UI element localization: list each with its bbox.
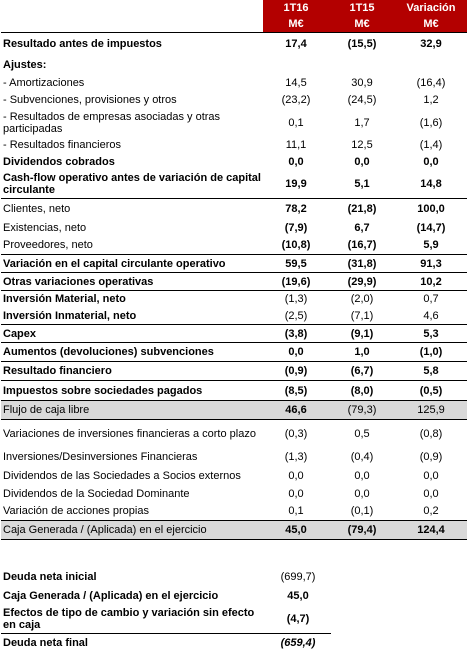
cell-1t16: 17,4 xyxy=(263,33,329,55)
header-row-unit xyxy=(1,16,467,33)
cell-1t15: 6,7 xyxy=(354,221,370,234)
cell-1t16: (1,3) xyxy=(284,451,308,463)
cell-1t16: 0,0 xyxy=(288,156,304,168)
net-debt-table xyxy=(1,567,331,652)
row-label: Ajustes: xyxy=(3,58,47,71)
cell-variacion: (1,6) xyxy=(419,116,443,129)
cell-1t16: 45,0 xyxy=(263,521,329,540)
cell-1t16: (1,3) xyxy=(263,291,329,308)
cell-1t15: (9,1) xyxy=(329,325,395,343)
table-row xyxy=(1,343,467,362)
cell-1t16: 11,1 xyxy=(285,139,307,151)
cell-1t15: (6,7) xyxy=(329,362,395,381)
cell-value: (699,7) xyxy=(280,571,316,583)
cell-1t16: (23,2) xyxy=(281,94,311,106)
cell-1t15 xyxy=(329,55,395,75)
table-row xyxy=(1,137,467,154)
row-label: Deuda neta inicial xyxy=(3,571,97,583)
cell-1t16: 19,9 xyxy=(285,178,307,191)
cell-variacion: 5,3 xyxy=(395,325,467,343)
cell-1t16: (0,3) xyxy=(284,427,308,440)
row-label: Inversión Material, neto xyxy=(1,291,263,308)
cell-variacion: 32,9 xyxy=(395,33,467,55)
cell-variacion: (14,7) xyxy=(416,221,446,234)
cell-1t16: (0,9) xyxy=(263,362,329,381)
cell-1t16: 46,6 xyxy=(263,401,329,420)
cell-1t16: 14,5 xyxy=(285,77,307,89)
header-blank xyxy=(1,16,263,33)
cell-1t15: (0,1) xyxy=(350,505,374,518)
row-label: Existencias, neto xyxy=(3,221,87,234)
row-label: Efectos de tipo de cambio y variación sin efecto en caja xyxy=(3,606,255,631)
row-label: Dividendos cobrados xyxy=(3,156,115,168)
table-row xyxy=(1,503,467,521)
row-label: Flujo de caja libre xyxy=(1,401,263,420)
cell-variacion: 0,0 xyxy=(423,487,439,500)
cell-variacion: (0,9) xyxy=(419,451,443,463)
cell-variacion: 4,6 xyxy=(423,309,439,322)
row-label: Dividendos de las Sociedades a Socios externos xyxy=(3,469,241,482)
net-debt-row xyxy=(1,605,331,633)
cell-variacion: (1,0) xyxy=(395,343,467,362)
row-label: Caja Generada / (Aplicada) en el ejercicio xyxy=(1,521,263,540)
table-row xyxy=(1,448,467,467)
cell-1t16: (2,5) xyxy=(284,309,308,322)
table-row xyxy=(1,75,467,92)
header-row-period xyxy=(1,0,467,16)
cash-flow-table xyxy=(1,0,467,540)
net-debt-row xyxy=(1,587,331,605)
table-row-highlight xyxy=(1,401,467,420)
cell-1t15: 0,0 xyxy=(354,469,370,482)
cell-variacion: 100,0 xyxy=(395,199,467,219)
cell-1t15: (24,5) xyxy=(347,94,377,106)
table-row xyxy=(1,420,467,448)
row-label: - Resultados de empresas asociadas y otras participadas xyxy=(3,110,221,135)
table-row xyxy=(1,219,467,237)
cell-1t15: (79,3) xyxy=(329,401,395,420)
cell-value: (4,7) xyxy=(286,612,310,625)
cell-variacion: (0,5) xyxy=(395,381,467,401)
cell-1t16: 0,0 xyxy=(288,469,304,482)
table-row xyxy=(1,33,467,55)
header-col-1t15: 1T15 xyxy=(329,0,395,16)
cell-1t16: 0,1 xyxy=(288,116,304,129)
cell-1t15: 0,5 xyxy=(354,427,370,440)
cell-1t15: (8,0) xyxy=(329,381,395,401)
row-label: Proveedores, neto xyxy=(3,239,93,252)
table-row xyxy=(1,273,467,291)
row-label: Inversiones/Desinversiones Financieras xyxy=(3,451,198,463)
header-unit-2: M€ xyxy=(329,16,395,33)
row-label: - Subvenciones, provisiones y otros xyxy=(3,94,177,106)
cell-variacion: 0,0 xyxy=(423,156,439,168)
cell-1t15: 12,5 xyxy=(351,139,373,151)
table-row xyxy=(1,291,467,308)
header-unit-1: M€ xyxy=(263,16,329,33)
table-row xyxy=(1,237,467,255)
table-row xyxy=(1,381,467,401)
cell-variacion: 124,4 xyxy=(395,521,467,540)
cell-variacion: 0,0 xyxy=(423,469,439,482)
row-label: Cash-flow operativo antes de variación de capital circulante xyxy=(3,172,261,197)
table-row xyxy=(1,467,467,485)
row-label: Variaciones de inversiones financieras a corto plazo xyxy=(3,427,256,440)
cell-1t15: (21,8) xyxy=(329,199,395,219)
cell-1t16: (7,9) xyxy=(284,221,308,234)
cell-1t16: 59,5 xyxy=(263,255,329,273)
row-label: Resultado financiero xyxy=(1,362,263,381)
header-blank xyxy=(1,0,263,16)
cell-1t16: (3,8) xyxy=(263,325,329,343)
cell-1t15: (79,4) xyxy=(329,521,395,540)
cell-variacion: (16,4) xyxy=(416,77,446,89)
row-label: Clientes, neto xyxy=(1,199,263,219)
cell-1t16: 0,1 xyxy=(288,505,304,518)
cell-variacion: 5,9 xyxy=(423,239,439,252)
cell-1t15: 0,0 xyxy=(354,487,370,500)
table-row xyxy=(1,92,467,109)
table-row xyxy=(1,362,467,381)
cell-1t15: (15,5) xyxy=(329,33,395,55)
row-label: Resultado antes de impuestos xyxy=(1,33,263,55)
table-row xyxy=(1,485,467,503)
table-row xyxy=(1,154,467,171)
cell-1t15: (16,7) xyxy=(347,239,377,252)
cell-1t16: (19,6) xyxy=(263,273,329,291)
cell-1t15: (7,1) xyxy=(350,309,374,322)
cell-variacion: (0,8) xyxy=(419,427,443,440)
row-label: Variación en el capital circulante operativo xyxy=(1,255,263,273)
table-row xyxy=(1,308,467,325)
cell-1t16: 0,0 xyxy=(263,343,329,362)
row-label: Otras variaciones operativas xyxy=(1,273,263,291)
cell-variacion: 125,9 xyxy=(395,401,467,420)
row-label: Capex xyxy=(1,325,263,343)
cell-variacion xyxy=(395,55,467,75)
cell-variacion: 0,7 xyxy=(395,291,467,308)
cell-variacion: 1,2 xyxy=(423,94,439,106)
cell-variacion: 91,3 xyxy=(395,255,467,273)
header-unit-3: M€ xyxy=(395,16,467,33)
table-row xyxy=(1,171,467,199)
net-debt-row xyxy=(1,567,331,587)
row-label: Dividendos de la Sociedad Dominante xyxy=(3,487,190,500)
cell-1t15: 5,1 xyxy=(354,178,370,191)
row-label: - Amortizaciones xyxy=(3,77,85,89)
table-row xyxy=(1,255,467,273)
header-col-variacion: Variación xyxy=(395,0,467,16)
row-label: Caja Generada / (Aplicada) en el ejercicio xyxy=(3,590,219,602)
cell-value: 45,0 xyxy=(287,590,309,602)
cell-variacion: 10,2 xyxy=(395,273,467,291)
cell-1t16: (10,8) xyxy=(281,239,311,252)
row-label: Deuda neta final xyxy=(1,633,265,652)
cell-1t15: (2,0) xyxy=(329,291,395,308)
cell-variacion: 14,8 xyxy=(420,178,442,191)
row-label: Impuestos sobre sociedades pagados xyxy=(1,381,263,401)
cell-1t15: 1,0 xyxy=(329,343,395,362)
cell-1t15: 0,0 xyxy=(354,156,370,168)
table-row xyxy=(1,109,467,137)
table-row xyxy=(1,199,467,219)
net-debt-row xyxy=(1,633,331,652)
header-col-1t16: 1T16 xyxy=(263,0,329,16)
cell-1t16: 78,2 xyxy=(263,199,329,219)
row-label: Variación de acciones propias xyxy=(3,505,149,518)
row-label: Inversión Inmaterial, neto xyxy=(3,309,137,322)
table-row xyxy=(1,325,467,343)
row-label: Aumentos (devoluciones) subvenciones xyxy=(1,343,263,362)
cell-value: (659,4) xyxy=(265,633,331,652)
cell-variacion: 5,8 xyxy=(395,362,467,381)
cell-1t16 xyxy=(263,55,329,75)
table-row xyxy=(1,55,467,75)
cell-1t16: 0,0 xyxy=(288,487,304,500)
cell-1t15: (31,8) xyxy=(329,255,395,273)
cell-variacion: (1,4) xyxy=(419,139,443,151)
cell-1t15: 1,7 xyxy=(354,116,370,129)
table-row-highlight xyxy=(1,521,467,540)
cell-1t15: (29,9) xyxy=(329,273,395,291)
cell-1t15: 30,9 xyxy=(351,77,373,89)
cell-variacion: 0,2 xyxy=(423,505,439,518)
row-label: - Resultados financieros xyxy=(3,139,122,151)
cell-1t15: (0,4) xyxy=(350,451,374,463)
cell-1t16: (8,5) xyxy=(263,381,329,401)
